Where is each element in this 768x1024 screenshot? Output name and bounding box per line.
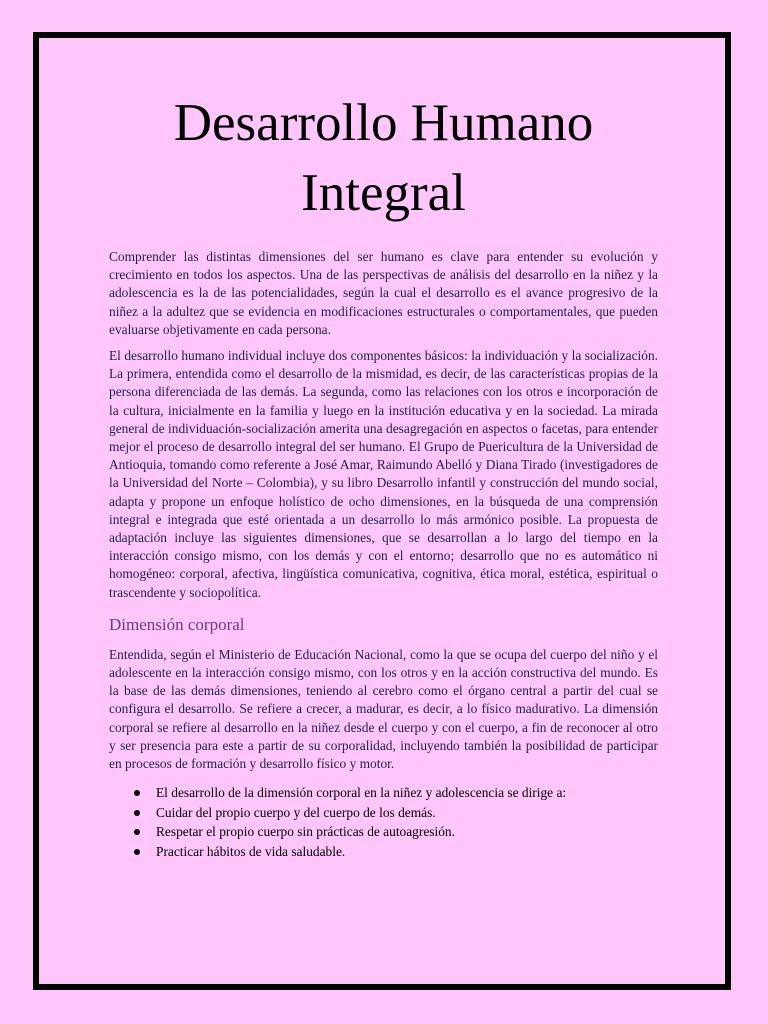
bullet-icon [134, 849, 140, 855]
bullet-icon [134, 829, 140, 835]
components-paragraph: El desarrollo humano individual incluye dos componentes básicos: la individuación y la socialización. La primera, entendida como el desarrollo de la mismidad, es decir, de las características propias de la persona diferenciada de las demás. La segunda, como las relaciones con los otros e incorporación de la cultura, inicialmente en la familia y luego en la institución educativa y en la sociedad. La mirada general de individuación-socialización amerita una desagregación en aspectos o facetas, para entender mejor el proceso de desarrollo integral del ser humano. El Grupo de Puericultura de la Universidad de Antioquia, tomando como referente a José Amar, Raimundo Abelló y Diana Tirado (investigadores de la Universidad del Norte – Colombia), y su libro Desarrollo infantil y construcción del mundo social, adapta y propone un enfoque holístico de ocho dimensiones, en la búsqueda de una comprensión integral e integrada que esté orientada a un desarrollo lo más armónico posible. La propuesta de adaptación incluye las siguientes dimensiones, que se desarrollan a lo largo del tiempo en la interacción consigo mismo, con los demás y con el entorno; desarrollo que no es automático ni homogéneo: corporal, afectiva, lingüística comunicativa, cognitiva, ética moral, estética, espiritual o trascendente y sociopolítica. [109, 348, 658, 600]
list-item-text: Cuidar del propio cuerpo y del cuerpo de los demás. [156, 804, 436, 820]
list-item [109, 842, 658, 862]
list-item [109, 783, 658, 803]
bullet-icon [134, 790, 140, 796]
section-heading: Dimensión corporal [109, 614, 245, 634]
intro-paragraph: Comprender las distintas dimensiones del ser humano es clave para entender su evolución y crecimiento en todos los aspectos. Una de las perspectivas de análisis del desarrollo en la niñez y la adolescencia es la de las potencialidades, según la cual el desarrollo es el avance progresivo de la niñez a la adultez que se evidencia en modificaciones estructurales o comportamentales, que pueden evaluarse objetivamente en cada persona. [109, 249, 658, 337]
document-title: Desarrollo Humano Integral [173, 94, 594, 222]
list-item-text: Respetar el propio cuerpo sin prácticas de autoagresión. [156, 824, 455, 840]
section-paragraph: Entendida, según el Ministerio de Educación Nacional, como la que se ocupa del cuerpo del niño y el adolescente en la interacción consigo mismo, con los otros y en la acción constructiva del mundo. Es la base de las demás dimensiones, teniendo al cerebro como el órgano central a partir del cual se configura el desarrollo. Se refiere a crecer, a madurar, es decir, a lo físico madurativo. La dimensión corporal se refiere al desarrollo en la niñez desde el cuerpo y con el cuerpo, a fin de reconocer al otro y ser presencia para este a partir de su corporalidad, incluyendo también la posibilidad de participar en procesos de formación y desarrollo físico y motor. [109, 646, 658, 772]
list-item [109, 822, 658, 842]
list-item [109, 803, 658, 823]
bullet-list [109, 783, 658, 861]
bullet-icon [134, 810, 140, 816]
list-item-text: El desarrollo de la dimensión corporal en la niñez y adolescencia se dirige a: [156, 785, 567, 801]
document-body [109, 88, 658, 861]
list-item-text: Practicar hábitos de vida saludable. [156, 843, 346, 859]
